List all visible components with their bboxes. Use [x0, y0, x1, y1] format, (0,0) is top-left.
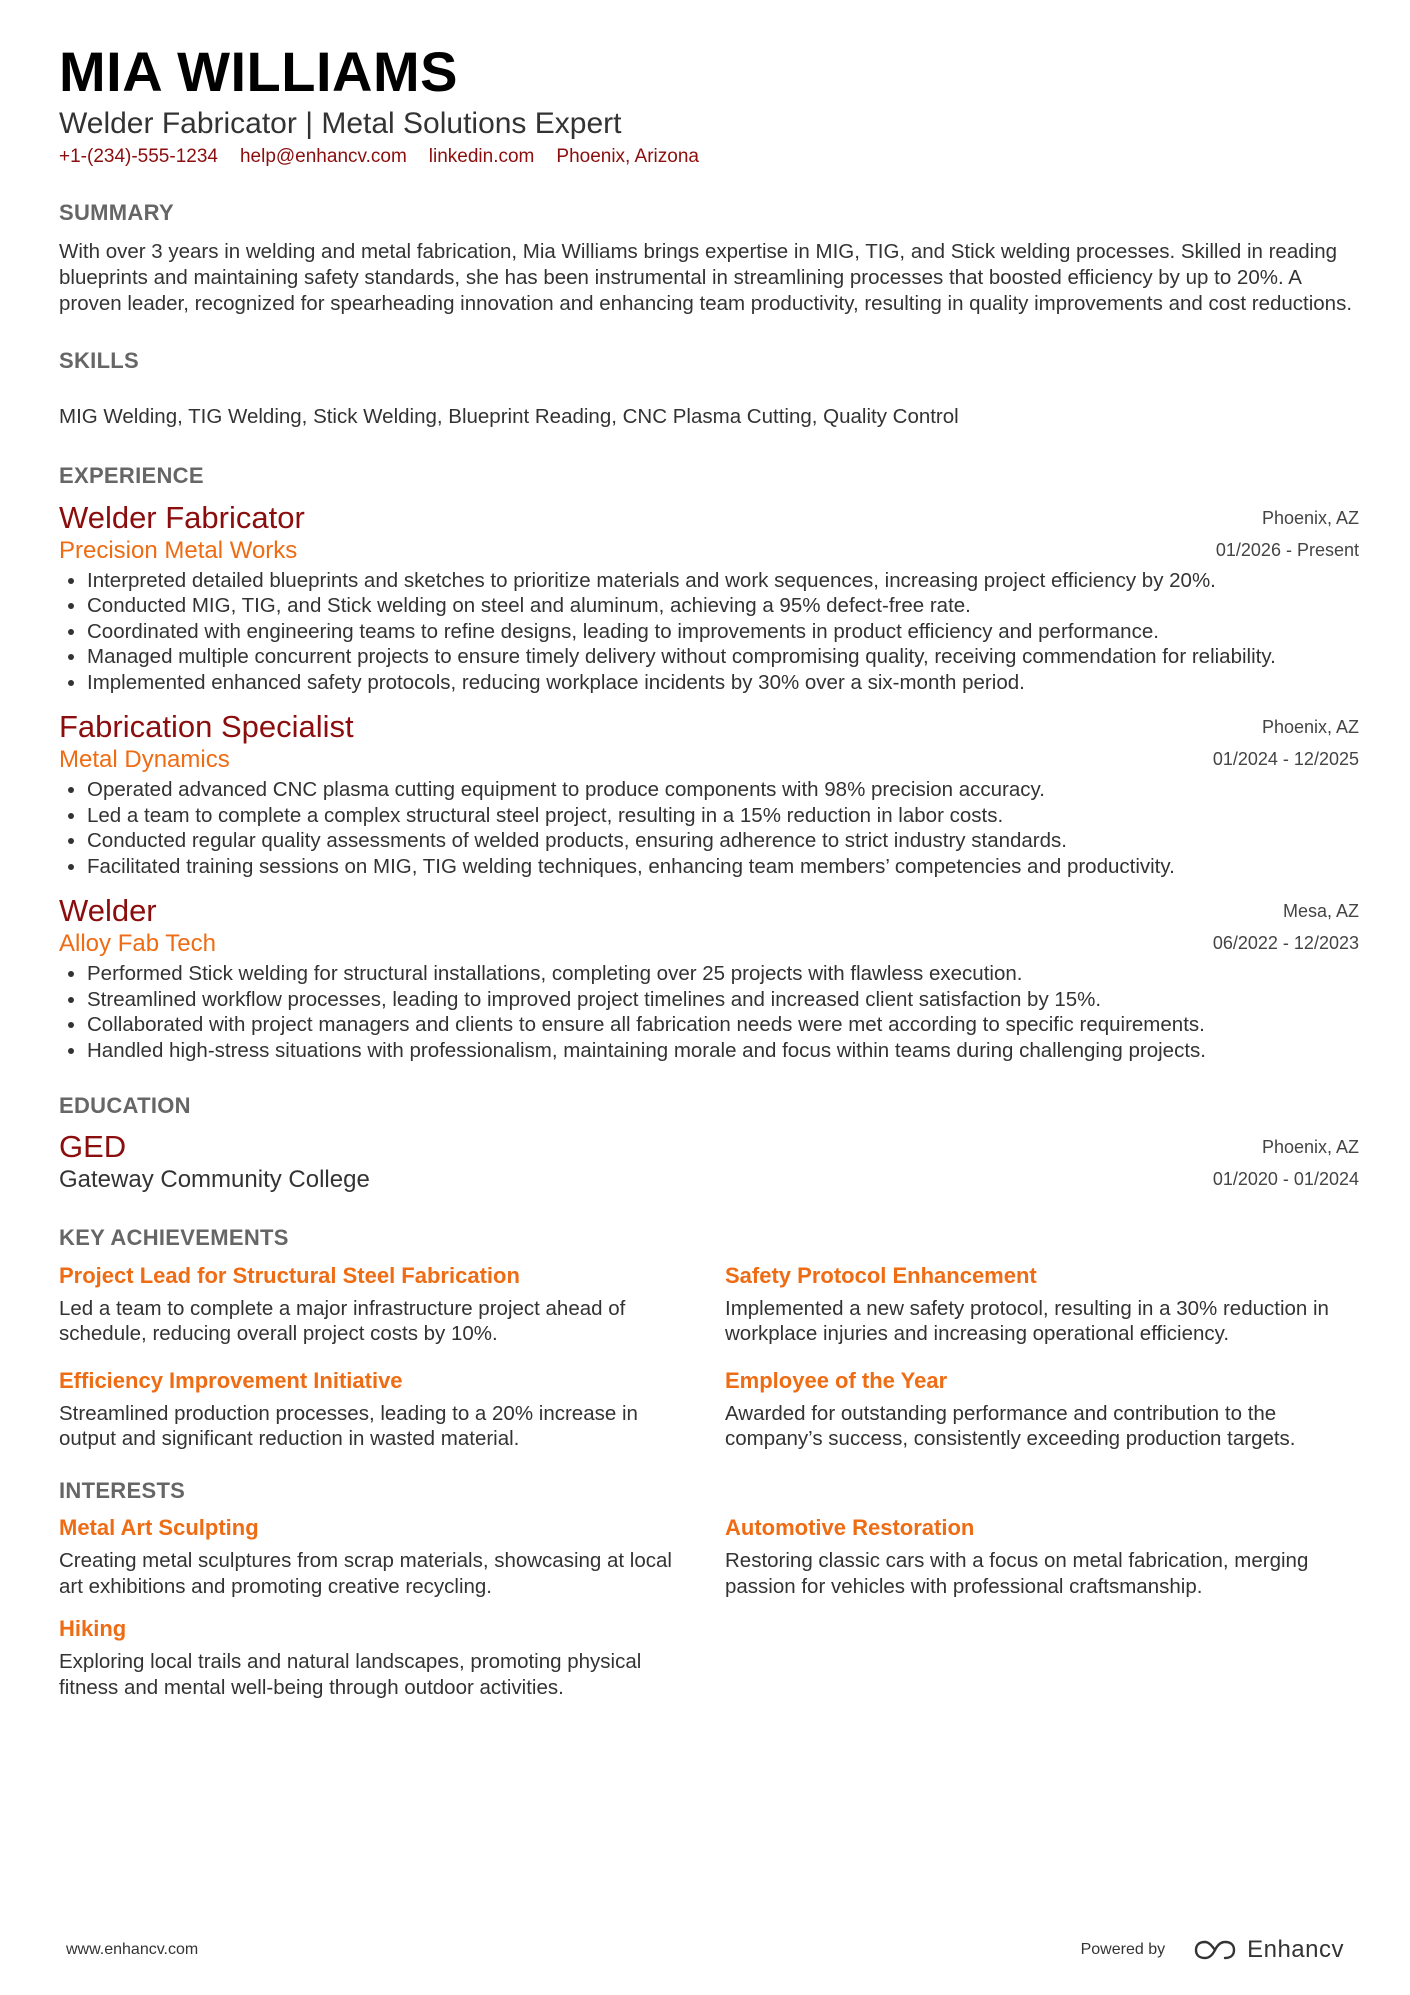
job-bullet: • Collaborated with project managers and clients to ensure all fabrication needs were met according to specific requirements. [87, 1012, 1359, 1038]
job-bullet: • Led a team to complete a complex structural steel project, resulting in a 15% reduction in labor costs. [87, 803, 1359, 829]
achievement-title: Safety Protocol Enhancement [725, 1262, 1037, 1288]
job-location: Phoenix, AZ [1261, 507, 1359, 528]
job-title: Welder [59, 893, 157, 929]
job-title: Fabrication Specialist [59, 709, 354, 745]
job-bullet: • Managed multiple concurrent projects to ensure timely delivery without compromising quality, receiving commendation for reliability. [87, 644, 1359, 670]
skills-section [59, 348, 1359, 430]
job-bullets [59, 568, 1359, 696]
job-dates: 01/2024 - 12/2025 [1212, 749, 1359, 770]
job-bullets [59, 777, 1359, 879]
section-title-experience: EXPERIENCE [59, 463, 204, 489]
achievement-title: Project Lead for Structural Steel Fabrication [59, 1262, 520, 1288]
interest-title: Automotive Restoration [725, 1515, 975, 1541]
candidate-name: MIA WILLIAMS [59, 40, 458, 103]
job-entry [59, 893, 1359, 1063]
job-company: Metal Dynamics [59, 746, 230, 774]
job-dates: 01/2026 - Present [1215, 539, 1359, 560]
interest-item [59, 1615, 725, 1700]
achievement-desc: Led a team to complete a major infrastructure project ahead of schedule, reducing overall project costs by 10%. [59, 1296, 626, 1346]
footer [66, 1936, 1344, 1964]
interest-desc: Creating metal sculptures from scrap materials, showcasing at local art exhibitions and promoting creative recycling. [59, 1549, 672, 1598]
achievement-title: Employee of the Year [725, 1367, 948, 1393]
interests-section [59, 1478, 1359, 1720]
powered-by [1081, 1936, 1344, 1964]
education-location: Phoenix, AZ [1261, 1137, 1359, 1158]
job-dates: 06/2022 - 12/2023 [1212, 933, 1359, 954]
job-bullet: • Conducted regular quality assessments of welded products, ensuring adherence to strict industry standards. [87, 828, 1359, 854]
achievements-grid [59, 1262, 1359, 1472]
interest-desc: Restoring classic cars with a focus on metal fabrication, merging passion for vehicles with professional craftsmanship. [725, 1549, 1309, 1598]
interests-grid [59, 1514, 1359, 1720]
job-entry [59, 500, 1359, 696]
section-title-interests: INTERESTS [59, 1477, 186, 1503]
section-title-summary: SUMMARY [59, 200, 174, 226]
job-bullet: • Conducted MIG, TIG, and Stick welding on steel and aluminum, achieving a 95% defect-free rate. [87, 593, 1359, 619]
contact-linkedin[interactable]: linkedin.com [428, 146, 535, 168]
job-bullet: • Coordinated with engineering teams to refine designs, leading to improvements in product efficiency and performance. [87, 619, 1359, 645]
achievement-desc: Implemented a new safety protocol, resulting in a 30% reduction in workplace injuries and increasing operational efficiency. [725, 1296, 1329, 1346]
contact-list [59, 146, 1359, 168]
powered-by-label: Powered by [1080, 1941, 1166, 1958]
interest-item [59, 1514, 725, 1599]
summary-text: With over 3 years in welding and metal fabrication, Mia Williams brings expertise in MIG, TIG, and Stick welding processes. Skilled in reading blueprints and maintaining safety standards, she has been instrumental in streamlining processes that boosted efficiency by up to 20%. A proven leader, recognized for spearheading innovation and enhancing team productivity, resulting in quality improvements and cost reductions. [59, 239, 1353, 315]
job-company: Alloy Fab Tech [59, 930, 216, 958]
education-section [59, 1093, 1359, 1195]
section-title-skills: SKILLS [59, 347, 140, 373]
job-bullet: • Interpreted detailed blueprints and sketches to prioritize materials and work sequences, increasing project efficiency by 20%. [87, 568, 1359, 594]
job-bullets [59, 961, 1359, 1063]
education-dates: 01/2020 - 01/2024 [1212, 1169, 1359, 1190]
interest-desc: Exploring local trails and natural landscapes, promoting physical fitness and mental well-being through outdoor activities. [59, 1650, 642, 1699]
summary-section [59, 200, 1359, 316]
contact-email[interactable]: help@enhancv.com [239, 146, 407, 168]
achievement-title: Efficiency Improvement Initiative [59, 1367, 403, 1393]
section-title-education: EDUCATION [59, 1093, 191, 1119]
achievement-item [725, 1367, 1359, 1452]
interest-title: Hiking [59, 1616, 127, 1642]
footer-url[interactable]: www.enhancv.com [66, 1941, 199, 1958]
skills-list: MIG Welding, TIG Welding, Stick Welding, Blueprint Reading, CNC Plasma Cutting, Quality Control [59, 405, 959, 429]
job-title: Welder Fabricator [59, 499, 305, 535]
achievement-item [59, 1367, 725, 1452]
achievement-desc: Streamlined production processes, leading to a 20% increase in output and significant reduction in wasted material. [59, 1401, 638, 1451]
contact-location: Phoenix, Arizona [556, 146, 699, 168]
experience-section [59, 463, 1359, 1063]
interest-title: Metal Art Sculpting [59, 1515, 259, 1541]
enhancv-logo-icon [1193, 1938, 1237, 1962]
job-entry [59, 709, 1359, 879]
job-company: Precision Metal Works [59, 536, 298, 564]
contact-phone[interactable]: +1-(234)-555-1234 [59, 146, 218, 168]
candidate-role: Welder Fabricator | Metal Solutions Expert [59, 107, 622, 141]
brand-name: Enhancv [1247, 1936, 1344, 1963]
brand[interactable] [1193, 1936, 1344, 1964]
achievements-section [59, 1225, 1359, 1471]
job-bullet: • Operated advanced CNC plasma cutting equipment to produce components with 98% precision accuracy. [87, 777, 1359, 803]
education-school: Gateway Community College [59, 1166, 370, 1194]
job-bullet: • Handled high-stress situations with professionalism, maintaining morale and focus within teams during challenging projects. [87, 1038, 1359, 1064]
job-bullet: • Performed Stick welding for structural installations, completing over 25 projects with flawless execution. [87, 961, 1359, 987]
resume-content [59, 40, 1359, 1720]
job-bullet: • Streamlined workflow processes, leading to improved project timelines and increased client satisfaction by 15%. [87, 987, 1359, 1013]
education-degree: GED [59, 1129, 127, 1165]
job-bullet: • Facilitated training sessions on MIG, TIG welding techniques, enhancing team members’ competencies and productivity. [87, 854, 1359, 880]
education-entry [59, 1129, 1359, 1195]
job-location: Mesa, AZ [1282, 901, 1359, 922]
job-bullet: • Implemented enhanced safety protocols, reducing workplace incidents by 30% over a six-month period. [87, 670, 1359, 696]
job-location: Phoenix, AZ [1261, 717, 1359, 738]
achievement-item [59, 1262, 725, 1347]
interest-item [725, 1514, 1359, 1599]
section-title-achievements: KEY ACHIEVEMENTS [59, 1225, 289, 1251]
achievement-desc: Awarded for outstanding performance and contribution to the company’s success, consistently exceeding production targets. [725, 1401, 1296, 1451]
achievement-item [725, 1262, 1359, 1347]
